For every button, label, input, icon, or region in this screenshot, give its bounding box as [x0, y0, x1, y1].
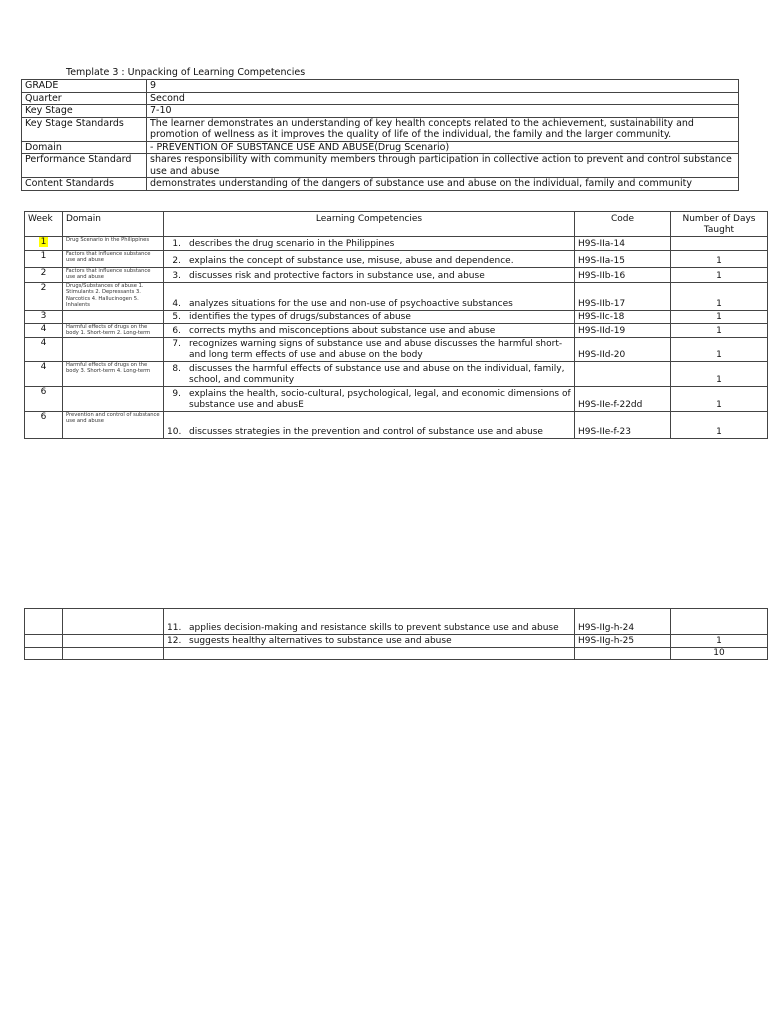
- table-row: [25, 411, 768, 438]
- header-domain: Domain: [63, 212, 164, 237]
- domain-cell: Prevention and control of substance use and abuse: [63, 411, 164, 438]
- competency-cell: [164, 411, 575, 438]
- competency-text: analyzes situations for the use and non-use of psychoactive substances: [189, 299, 513, 309]
- days-cell: 1: [671, 411, 768, 438]
- competency-number: 10.: [167, 426, 182, 437]
- competency-text: applies decision-making and resistance skills to prevent substance use and abuse: [189, 623, 559, 633]
- competencies-table: [24, 211, 768, 439]
- table-row: [25, 386, 768, 411]
- week-value: 4: [40, 324, 47, 334]
- week-value: 4: [40, 361, 47, 372]
- domain-cell: [63, 648, 164, 660]
- info-value: Second: [147, 92, 739, 105]
- competency-cell: [164, 361, 575, 386]
- competencies-header-row: [25, 212, 768, 237]
- days-cell: 1: [671, 386, 768, 411]
- week-value: 4: [40, 337, 47, 348]
- competency-text: discusses risk and protective factors in substance use, and abuse: [189, 271, 485, 281]
- domain-cell: [63, 609, 164, 635]
- competency-cell: [164, 324, 575, 338]
- header-code: Code: [575, 212, 671, 237]
- info-value: shares responsibility with community members through participation in collective action to prevent and control substance use and abuse: [147, 154, 739, 178]
- header-learning-competencies: Learning Competencies: [164, 212, 575, 237]
- info-key: Key Stage Standards: [22, 117, 147, 141]
- table-row: [25, 648, 768, 660]
- info-key: Quarter: [22, 92, 147, 105]
- competency-text: discusses strategies in the prevention and control of substance use and abuse: [189, 426, 543, 437]
- info-key: Content Standards: [22, 178, 147, 191]
- domain-cell: Drug Scenario in the Philippines: [63, 237, 164, 251]
- domain-cell: [63, 386, 164, 411]
- competency-number: 2.: [172, 256, 181, 266]
- week-cell: [25, 361, 63, 386]
- competency-cell: [164, 337, 575, 361]
- competency-number: 4.: [172, 299, 181, 309]
- code-cell: [575, 361, 671, 386]
- days-cell: 1: [671, 324, 768, 338]
- info-row: [22, 117, 739, 141]
- domain-cell: [63, 635, 164, 648]
- code-cell: H9S-IIc-18: [575, 311, 671, 324]
- info-row: [22, 80, 739, 93]
- code-cell: H9S-IIb-17: [575, 283, 671, 311]
- domain-cell: Drugs/Substances of abuse 1. Stimulants 2. Depressants 3. Narcotics 4. Hallucinogen 5. Inhalents: [63, 283, 164, 311]
- competency-text: corrects myths and misconceptions about substance use and abuse: [189, 325, 496, 336]
- code-cell: H9S-IIe-f-22dd: [575, 386, 671, 411]
- competency-cell: [164, 648, 575, 660]
- week-cell: [25, 386, 63, 411]
- info-key: GRADE: [22, 80, 147, 93]
- competency-number: 1.: [172, 239, 181, 249]
- competency-number: 6.: [172, 325, 181, 336]
- code-cell: H9S-IIa-15: [575, 251, 671, 268]
- info-row: [22, 141, 739, 154]
- table-row: [25, 268, 768, 283]
- competency-cell: [164, 311, 575, 324]
- week-cell: [25, 324, 63, 338]
- week-value: 6: [40, 411, 47, 422]
- competency-text: identifies the types of drugs/substances of abuse: [189, 312, 411, 322]
- competency-text: recognizes warning signs of substance use and abuse discusses the harmful short- and long term effects of use and abuse on the body: [189, 338, 563, 360]
- header-days-taught: Number of Days Taught: [671, 212, 768, 237]
- days-cell: 1: [671, 311, 768, 324]
- competency-cell: [164, 635, 575, 648]
- competency-number: 11.: [167, 623, 182, 633]
- info-value: 7-10: [147, 105, 739, 118]
- code-cell: H9S-IIg-h-24: [575, 609, 671, 635]
- week-cell: [25, 411, 63, 438]
- competency-number: 8.: [172, 363, 181, 374]
- week-highlight: 1: [40, 237, 47, 247]
- days-cell: 1: [671, 361, 768, 386]
- info-row: [22, 154, 739, 178]
- table-row: [25, 311, 768, 324]
- domain-cell: Harmful effects of drugs on the body 3. Short-term 4. Long-term: [63, 361, 164, 386]
- competency-cell: [164, 283, 575, 311]
- competency-text: describes the drug scenario in the Philippines: [189, 239, 395, 249]
- table-row: [25, 324, 768, 338]
- competency-number: 3.: [172, 271, 181, 281]
- table-row: [25, 361, 768, 386]
- competency-text: discusses the harmful effects of substance use and abuse on the individual, family, school, and community: [189, 363, 565, 385]
- competency-cell: [164, 268, 575, 283]
- competency-cell: [164, 237, 575, 251]
- table-row: [25, 635, 768, 648]
- code-cell: H9S-IIg-h-25: [575, 635, 671, 648]
- week-value: 2: [40, 268, 47, 278]
- code-cell: H9S-IIe-f-23: [575, 411, 671, 438]
- table-row: [25, 251, 768, 268]
- info-value: The learner demonstrates an understanding of key health concepts related to the achievement, sustainability and promotion of wellness as it improves the quality of life of the individual, the family and the larger community.: [147, 117, 739, 141]
- domain-cell: Harmful effects of drugs on the body 1. Short-term 2. Long-term: [63, 324, 164, 338]
- info-key: Key Stage: [22, 105, 147, 118]
- competency-number: 7.: [172, 338, 181, 349]
- week-value: 2: [40, 283, 47, 293]
- week-cell: [25, 283, 63, 311]
- info-row: [22, 105, 739, 118]
- table-row: [25, 237, 768, 251]
- table-row: [25, 337, 768, 361]
- week-cell: [25, 648, 63, 660]
- info-value: 9: [147, 80, 739, 93]
- week-cell: [25, 609, 63, 635]
- domain-cell: [63, 311, 164, 324]
- competency-cell: [164, 609, 575, 635]
- header-week: Week: [25, 212, 63, 237]
- info-key: Domain: [22, 141, 147, 154]
- competency-text: explains the concept of substance use, misuse, abuse and dependence.: [189, 256, 514, 266]
- week-value: 3: [40, 311, 47, 321]
- code-cell: H9S-IIb-16: [575, 268, 671, 283]
- domain-cell: Factors that influence substance use and abuse: [63, 251, 164, 268]
- table-row: [25, 609, 768, 635]
- code-cell: H9S-IId-19: [575, 324, 671, 338]
- competency-text: suggests healthy alternatives to substance use and abuse: [189, 636, 452, 646]
- competency-cell: [164, 251, 575, 268]
- competencies-table-continued: [24, 608, 768, 660]
- domain-cell: [63, 337, 164, 361]
- info-table: [21, 79, 739, 191]
- week-cell: [25, 268, 63, 283]
- days-cell: 1: [671, 635, 768, 648]
- competency-number: 5.: [172, 312, 181, 322]
- competency-cell: [164, 386, 575, 411]
- domain-cell: Factors that influence substance use and abuse: [63, 268, 164, 283]
- info-row: [22, 92, 739, 105]
- code-cell: H9S-IId-20: [575, 337, 671, 361]
- days-cell: 10: [671, 648, 768, 660]
- competency-number: 9.: [172, 388, 181, 399]
- competency-text: explains the health, socio-cultural, psychological, legal, and economic dimensions of substance use and abusE: [189, 388, 571, 410]
- competency-number: 12.: [167, 636, 182, 646]
- info-row: [22, 178, 739, 191]
- week-cell: [25, 237, 63, 251]
- days-cell: 1: [671, 283, 768, 311]
- days-cell: 1: [671, 268, 768, 283]
- week-cell: [25, 635, 63, 648]
- table-row: [25, 283, 768, 311]
- week-value: 1: [40, 251, 47, 261]
- week-cell: [25, 337, 63, 361]
- days-cell: [671, 237, 768, 251]
- code-cell: H9S-IIa-14: [575, 237, 671, 251]
- days-cell: [671, 609, 768, 635]
- info-key: Performance Standard: [22, 154, 147, 178]
- template-title: Template 3 : Unpacking of Learning Competencies: [66, 67, 306, 78]
- days-cell: 1: [671, 337, 768, 361]
- week-cell: [25, 311, 63, 324]
- info-value: demonstrates understanding of the dangers of substance use and abuse on the individual, family and community: [147, 178, 739, 191]
- info-value: - PREVENTION OF SUBSTANCE USE AND ABUSE(Drug Scenario): [147, 141, 739, 154]
- week-cell: [25, 251, 63, 268]
- code-cell: [575, 648, 671, 660]
- week-value: 6: [40, 386, 47, 397]
- days-cell: 1: [671, 251, 768, 268]
